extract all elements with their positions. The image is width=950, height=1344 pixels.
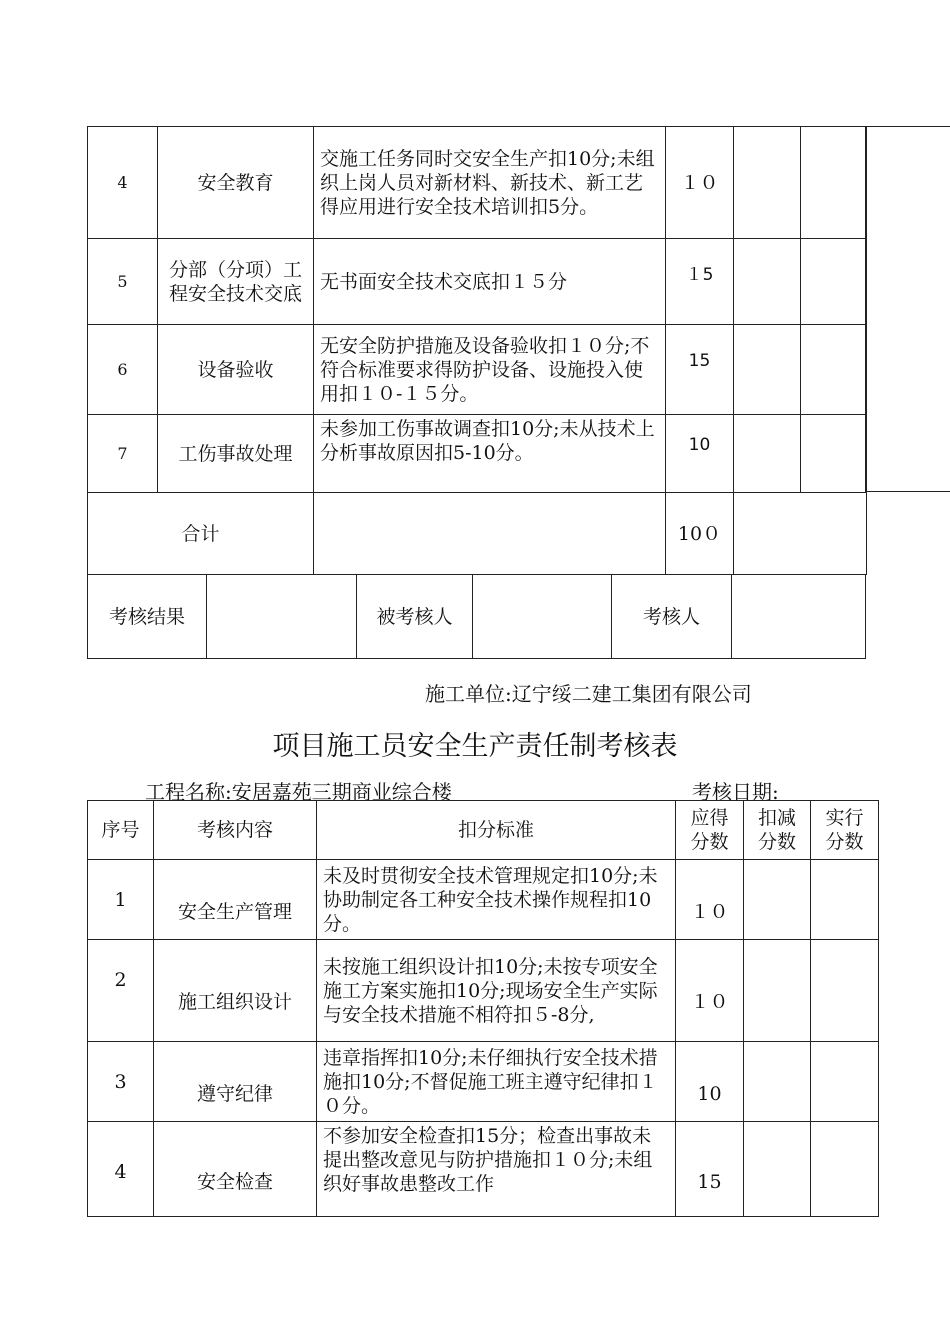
- row-number: 5: [88, 239, 158, 325]
- header-actual: 实行分数: [811, 801, 879, 860]
- total-row: [88, 493, 867, 575]
- assessor-label: 考核人: [612, 575, 732, 659]
- total-label: 合计: [88, 493, 314, 575]
- header-deduct: 扣减分数: [744, 801, 811, 860]
- row-standard: 未按施工组织设计扣10分;未按专项安全施工方案实施扣10分;现场安全生产实际与安全技术措施不相符扣５-8分,: [317, 940, 676, 1042]
- row-number: 6: [88, 325, 158, 415]
- row-standard: 不参加安全检查扣15分；检查出事故未提出整改意见与防护措施扣１０分;未组织好事故患整改工作: [317, 1122, 676, 1217]
- row-actual: [811, 1122, 879, 1217]
- assessor-field: [732, 575, 866, 659]
- row-item: 安全教育: [158, 127, 314, 239]
- row-deduct: [744, 1042, 811, 1122]
- total-standard: [314, 493, 666, 575]
- row-actual: [801, 325, 867, 415]
- row-item: 安全生产管理: [154, 860, 317, 940]
- table-row: [88, 1122, 879, 1217]
- header-standard: 扣分标准: [317, 801, 676, 860]
- total-blank: [734, 493, 867, 575]
- row-actual: [801, 415, 867, 493]
- row-points: 10: [676, 1042, 744, 1122]
- row-deduct: [734, 239, 801, 325]
- result-field: [207, 575, 357, 659]
- table-row: [88, 415, 867, 493]
- page-title: 项目施工员安全生产责任制考核表: [272, 731, 678, 762]
- row-points: １０: [676, 860, 744, 940]
- row-standard: 交施工任务同时交安全生产扣10分;未组织上岗人员对新材料、新技术、新工艺得应用进行安全技术培训扣5分。: [314, 127, 666, 239]
- row-item: 安全检查: [154, 1122, 317, 1217]
- header-item: 考核内容: [154, 801, 317, 860]
- assessment-table: [87, 800, 879, 1217]
- row-item: 施工组织设计: [154, 940, 317, 1042]
- row-deduct: [734, 415, 801, 493]
- signature-table: [87, 574, 866, 659]
- row-number: 3: [88, 1042, 154, 1122]
- row-number: 4: [88, 127, 158, 239]
- row-deduct: [744, 1122, 811, 1217]
- row-points: １０: [666, 127, 734, 239]
- row-actual: [811, 1042, 879, 1122]
- row-item: 分部（分项）工程安全技术交底: [158, 239, 314, 325]
- project-name: 工程名称:安居嘉苑三期商业综合楼: [145, 780, 452, 804]
- row-points: １０: [676, 940, 744, 1042]
- table-row: [88, 1042, 879, 1122]
- row-standard: 无安全防护措施及设备验收扣１０分;不符合标准要求得防护设备、设施投入使用扣１０-１５分。: [314, 325, 666, 415]
- assessee-field: [473, 575, 612, 659]
- row-item: 设备验收: [158, 325, 314, 415]
- row-points: 10: [666, 415, 734, 493]
- table-row: [88, 860, 879, 940]
- row-number: 1: [88, 860, 154, 940]
- row-actual: [801, 239, 867, 325]
- signature-row: [88, 575, 866, 659]
- company-name: 施工单位:辽宁绥二建工集团有限公司: [425, 682, 752, 706]
- row-deduct: [734, 325, 801, 415]
- table-overflow-column: [865, 126, 950, 492]
- row-standard: 未参加工伤事故调查扣10分;未从技术上分析事故原因扣5-10分。: [314, 415, 666, 493]
- row-number: 4: [88, 1122, 154, 1217]
- result-label: 考核结果: [88, 575, 207, 659]
- row-deduct: [734, 127, 801, 239]
- row-standard: 无书面安全技术交底扣１５分: [314, 239, 666, 325]
- row-points: １5: [666, 239, 734, 325]
- row-deduct: [744, 860, 811, 940]
- assessment-date: 考核日期:: [692, 780, 779, 804]
- row-item: 工伤事故处理: [158, 415, 314, 493]
- header-number: 序号: [88, 801, 154, 860]
- row-number: 7: [88, 415, 158, 493]
- total-points: 10０: [666, 493, 734, 575]
- table-row: [88, 239, 867, 325]
- row-item: 遵守纪律: [154, 1042, 317, 1122]
- row-deduct: [744, 940, 811, 1042]
- row-actual: [811, 860, 879, 940]
- row-actual: [811, 940, 879, 1042]
- row-points: 15: [676, 1122, 744, 1217]
- header-points: 应得分数: [676, 801, 744, 860]
- table-row: [88, 127, 867, 239]
- header-row: [88, 801, 879, 860]
- row-standard: 未及时贯彻安全技术管理规定扣10分;未协助制定各工种安全技术操作规程扣10分。: [317, 860, 676, 940]
- table-row: [88, 940, 879, 1042]
- assessment-table-continued: [87, 126, 867, 575]
- table-row: [88, 325, 867, 415]
- row-points: 15: [666, 325, 734, 415]
- assessee-label: 被考核人: [357, 575, 473, 659]
- row-number: 2: [88, 940, 154, 1042]
- row-actual: [801, 127, 867, 239]
- row-standard: 违章指挥扣10分;未仔细执行安全技术措施扣10分;不督促施工班主遵守纪律扣１０分。: [317, 1042, 676, 1122]
